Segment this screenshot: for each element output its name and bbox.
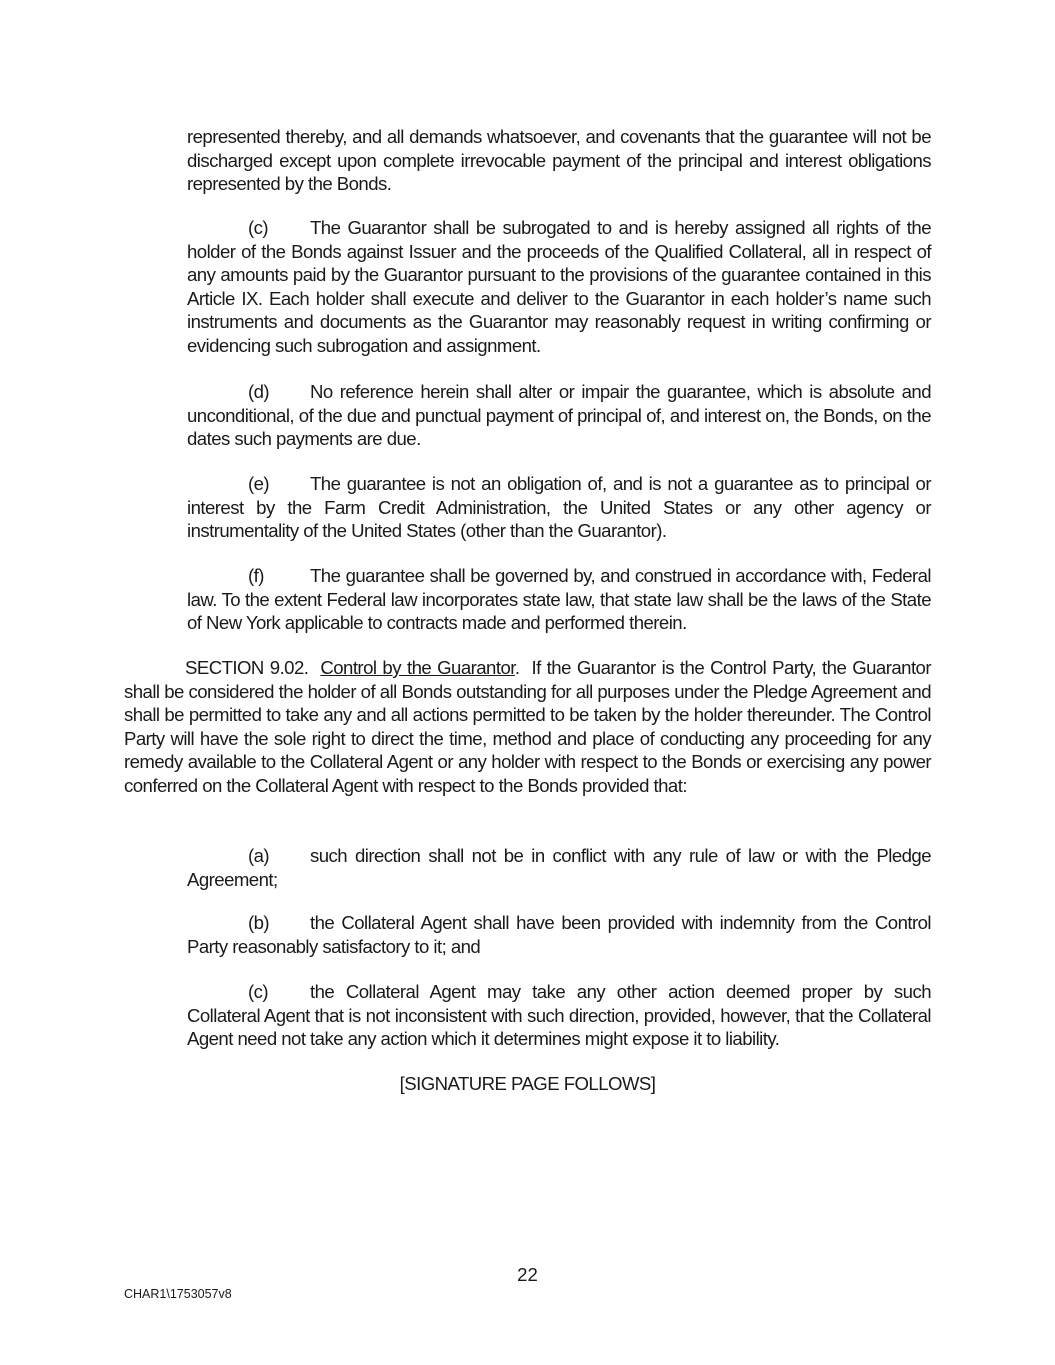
item-text: the Collateral Agent shall have been provided with indemnity from the Control Party reasonably satisfactory to it; and [187, 912, 931, 957]
paragraph-text: The guarantee shall be governed by, and construed in accordance with, Federal law. To the extent Federal law incorporates state law, that state law shall be the laws of the State of New York applicable to contracts made and performed therein. [187, 565, 931, 634]
paragraph-text: The Guarantor shall be subrogated to and is hereby assigned all rights of the holder of the Bonds against Issuer and the proceeds of the Qualified Collateral, all in respect of any amounts paid by the Guarantor pursuant to the provisions of the guarantee contained in this Article IX. Each holder shall execute and deliver to the Guarantor in each holder’s name such instruments and documents as the Guarantor may reasonably request in writing confirming or evidencing such subrogation and assignment. [187, 217, 931, 356]
paragraph-text: The guarantee is not an obligation of, and is not a guarantee as to principal or interest by the Farm Credit Administration, the United States or any other agency or instrumentality of the United States (other than the Guarantor). [187, 473, 931, 542]
section-text: If the Guarantor is the Control Party, the Guarantor shall be considered the holder of all Bonds outstanding for all purposes under the Pledge Agreement and shall be permitted to take any and all actions permitted to be taken by the holder thereunder. The Control Party will have the sole right to direct the time, method and place of conducting any proceeding for any remedy available to the Collateral Agent or any holder with respect to the Bonds or exercising any power conferred on the Collateral Agent with respect to the Bonds provided that: [124, 657, 931, 796]
section-number: SECTION 9.02. [185, 657, 309, 678]
signature-page-note: [SIGNATURE PAGE FOLLOWS] [399, 1073, 656, 1094]
section-heading: Control by the Guarantor [320, 657, 515, 678]
page-number: 22 [517, 1264, 538, 1285]
section-item-c [187, 980, 931, 1051]
paragraph-text: No reference herein shall alter or impair the guarantee, which is absolute and unconditional, of the due and punctual payment of principal of, and interest on, the Bonds, on the dates such payments are due. [187, 381, 931, 450]
item-label: (e) [248, 473, 270, 494]
document-id: CHAR1\1753057v8 [124, 1287, 232, 1301]
item-label: (b) [248, 912, 270, 933]
section-item-b [187, 911, 931, 958]
section-item-a [187, 844, 931, 891]
item-label: (a) [248, 845, 270, 866]
item-text: such direction shall not be in conflict with any rule of law or with the Pledge Agreement; [187, 845, 931, 890]
item-label: (d) [248, 381, 270, 402]
section-9-02 [124, 656, 931, 798]
item-label: (c) [248, 217, 269, 238]
paragraph-f [187, 564, 931, 635]
paragraph-text: represented thereby, and all demands whatsoever, and covenants that the guarantee will not be discharged except upon complete irrevocable payment of the principal and interest obligations represented by the Bonds. [187, 126, 931, 195]
paragraph-d [187, 380, 931, 451]
item-label: (f) [248, 565, 264, 586]
item-label: (c) [248, 981, 269, 1002]
item-text: the Collateral Agent may take any other action deemed proper by such Collateral Agent that is not inconsistent with such direction, provided, however, that the Collateral Agent need not take any action which it determines might expose it to liability. [187, 981, 931, 1050]
paragraph-c [187, 216, 931, 358]
paragraph-continuation [187, 125, 931, 196]
section-heading-suffix: . [514, 657, 520, 678]
paragraph-e [187, 472, 931, 543]
